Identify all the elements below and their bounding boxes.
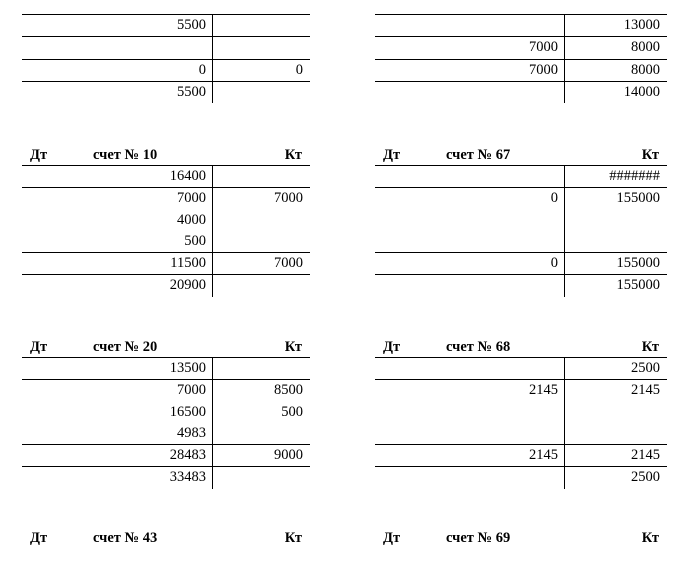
account-title: счет № 69 [446,530,511,546]
debit-cell: 7000 [375,60,565,81]
credit-cell: 155000 [616,190,660,207]
credit-cell [213,210,310,231]
account-header [22,339,310,357]
opening-balance-row [22,357,310,379]
t-account-20 [22,339,310,489]
t-row [375,231,667,252]
t-row [375,379,667,401]
debit-cell [375,402,565,423]
debit-cell: 16400 [22,166,213,187]
debit-cell [375,210,565,231]
t-account-69 [375,530,667,548]
debit-cell: 7000 [22,188,213,209]
turnover-row [22,59,310,81]
debit-cell: 4983 [22,423,213,444]
debit-label: Дт [30,147,48,163]
debit-cell: 2145 [375,380,565,401]
debit-cell: 11500 [22,253,213,274]
t-account-top-left [22,14,310,103]
closing-balance-row [22,274,310,296]
account-title: счет № 10 [93,147,158,163]
account-title: счет № 20 [93,339,158,355]
debit-cell [375,231,565,252]
debit-cell: 0 [375,188,565,209]
t-row [22,187,310,209]
credit-cell: ####### [609,168,660,184]
debit-cell: 16500 [22,402,213,423]
credit-cell: 8500 [274,382,303,399]
t-row [22,402,310,423]
debit-cell: 20900 [22,275,213,296]
credit-cell: 155000 [616,255,660,272]
credit-cell [565,402,667,423]
turnover-row [375,59,667,81]
debit-label: Дт [383,147,401,163]
closing-balance-row [22,81,310,103]
credit-cell: 500 [281,403,303,420]
t-account-top-right [375,14,667,103]
credit-label: Кт [641,339,659,355]
t-row [375,36,667,58]
account-header [375,530,667,548]
credit-cell [213,467,310,488]
t-row [22,210,310,231]
debit-label: Дт [383,530,401,546]
opening-balance-row [375,165,667,187]
credit-cell: 0 [295,61,303,78]
debit-cell: 4000 [22,210,213,231]
debit-cell: 0 [375,253,565,274]
credit-cell [213,358,310,379]
turnover-row [22,444,310,466]
credit-cell: 7000 [274,255,303,272]
debit-cell: 13500 [22,358,213,379]
credit-cell [565,210,667,231]
account-title: счет № 67 [446,147,511,163]
credit-label: Кт [641,530,659,546]
t-account-68 [375,339,667,489]
credit-cell [565,423,667,444]
debit-cell: 7000 [22,380,213,401]
credit-cell [213,82,310,103]
t-account-67 [375,147,667,297]
debit-cell [375,275,565,296]
credit-cell [213,166,310,187]
debit-cell: 5500 [22,82,213,103]
turnover-row [375,252,667,274]
t-row [22,14,310,36]
debit-cell [375,82,565,103]
debit-cell [375,15,565,36]
t-row [375,402,667,423]
credit-cell: 2500 [631,360,660,376]
opening-balance-row [375,357,667,379]
account-header [375,339,667,357]
debit-cell [375,166,565,187]
account-title: счет № 68 [446,339,511,355]
credit-cell: 14000 [623,83,660,100]
debit-cell: 28483 [22,445,213,466]
debit-cell: 500 [22,231,213,252]
account-title: счет № 43 [93,530,158,546]
credit-label: Кт [641,147,659,163]
credit-cell: 7000 [274,190,303,207]
debit-cell [22,37,213,58]
debit-label: Дт [383,339,401,355]
credit-cell: 2145 [631,382,660,399]
debit-label: Дт [30,339,48,355]
credit-cell: 8000 [631,61,660,78]
t-row [375,187,667,209]
closing-balance-row [22,466,310,488]
turnover-row [22,252,310,274]
credit-label: Кт [284,530,302,546]
t-row [22,36,310,58]
credit-cell: 155000 [616,277,660,294]
debit-cell: 5500 [22,15,213,36]
credit-label: Кт [284,147,302,163]
closing-balance-row [375,81,667,103]
credit-cell [213,231,310,252]
account-header [22,530,310,548]
debit-cell [375,358,565,379]
t-row [22,231,310,252]
turnover-row [375,444,667,466]
t-row [375,210,667,231]
credit-cell [565,231,667,252]
credit-cell: 9000 [274,447,303,464]
account-header [375,147,667,165]
credit-cell: 2500 [631,469,660,486]
credit-cell [213,37,310,58]
credit-cell: 2145 [631,447,660,464]
debit-cell: 2145 [375,445,565,466]
credit-cell [213,15,310,36]
t-account-10 [22,147,310,297]
credit-cell [213,423,310,444]
t-row [375,14,667,36]
t-row [22,423,310,444]
opening-balance-row [22,165,310,187]
debit-cell [375,423,565,444]
credit-cell [213,275,310,296]
credit-cell: 8000 [631,39,660,56]
credit-cell: 13000 [623,17,660,33]
debit-cell: 33483 [22,467,213,488]
debit-cell: 0 [22,60,213,81]
debit-cell: 7000 [375,37,565,58]
credit-label: Кт [284,339,302,355]
closing-balance-row [375,466,667,488]
t-row [22,379,310,401]
debit-label: Дт [30,530,48,546]
account-header [22,147,310,165]
closing-balance-row [375,274,667,296]
debit-cell [375,467,565,488]
t-account-43 [22,530,310,548]
t-row [375,423,667,444]
